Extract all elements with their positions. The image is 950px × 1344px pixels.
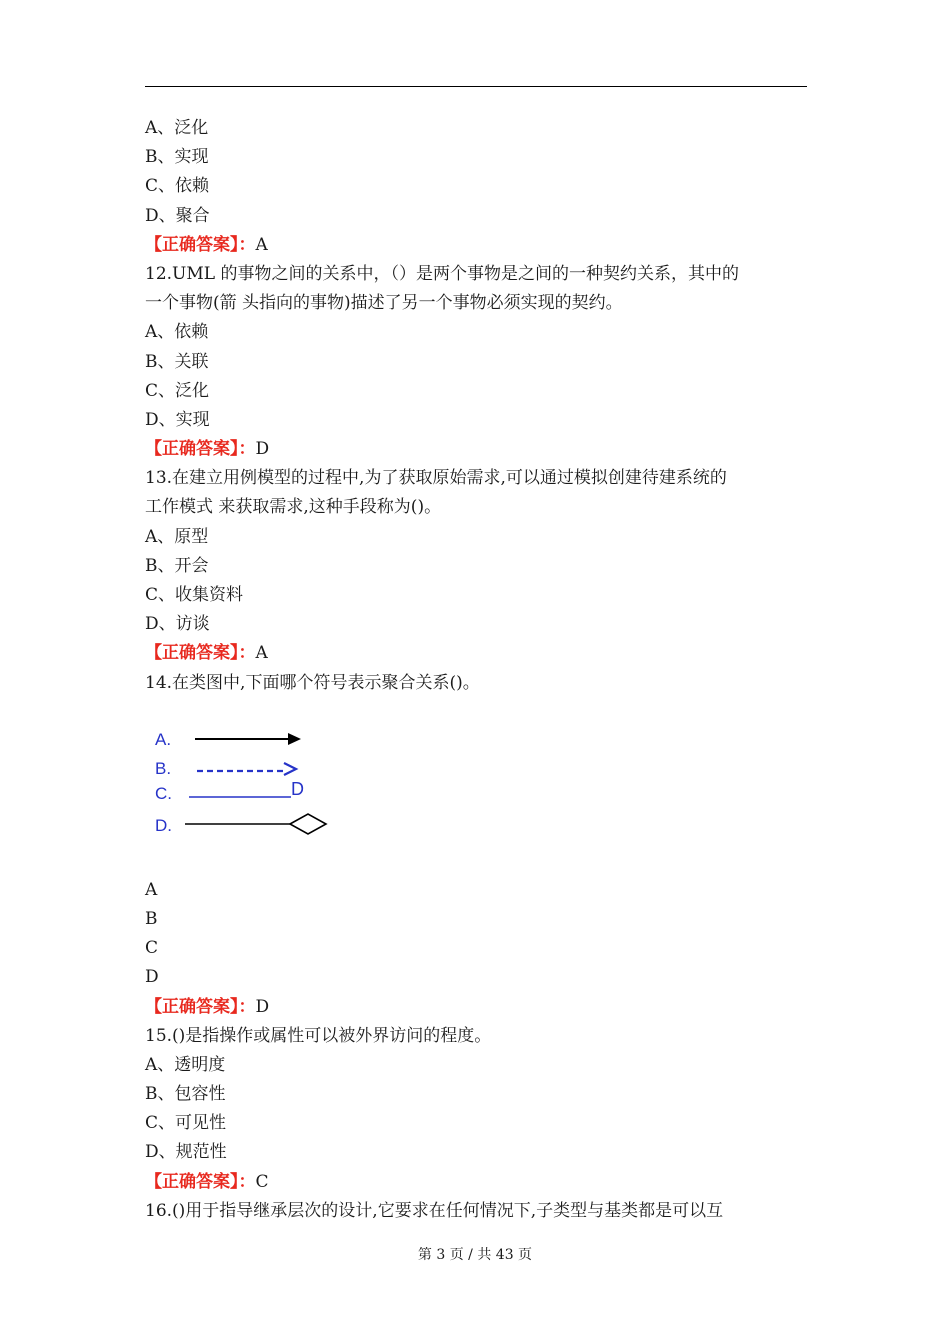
answer-tag: 【正确答案】： — [145, 439, 256, 460]
header-rule — [145, 86, 807, 87]
option-line: A、泛化 — [145, 118, 209, 138]
question-stem: 一个事物(箭 头指向的事物)描述了另一个事物必须实现的契约。 — [145, 293, 623, 314]
uml-relation-figure — [145, 698, 810, 876]
answer-value: D — [255, 996, 270, 1017]
option-line: C — [145, 938, 159, 959]
figure-label-d: D. — [155, 815, 172, 835]
question-stem: 16.()用于指导继承层次的设计,它要求在任何情况下,子类型与基类都是可以互 — [145, 1200, 724, 1221]
option-line: A、依赖 — [145, 322, 209, 343]
page-content — [145, 114, 810, 1226]
answer-line — [145, 231, 810, 260]
option-line: A、原型 — [145, 526, 209, 547]
answer-value: C — [255, 1171, 269, 1192]
uml-relation-svg — [145, 698, 810, 876]
answer-line — [145, 639, 810, 668]
option-line: D、访谈 — [145, 614, 210, 635]
answer-value: A — [255, 234, 268, 255]
question-stem: 12.UML 的事物之间的关系中，（）是两个事物是之间的一种契约关系，其中的 — [145, 263, 739, 284]
option-line: D、规范性 — [145, 1142, 227, 1163]
answer-tag: 【正确答案】： — [145, 234, 256, 255]
answer-line — [145, 993, 810, 1022]
figure-label-c: C. — [155, 783, 172, 803]
hollow-diamond-icon — [290, 814, 326, 834]
question-stem: 14.在类图中,下面哪个符号表示聚合关系()。 — [145, 672, 480, 693]
option-line: B、包容性 — [145, 1084, 226, 1105]
option-line: B — [145, 908, 158, 929]
answer-tag: 【正确答案】： — [145, 996, 256, 1017]
answer-value: D — [255, 439, 270, 460]
option-line: B、开会 — [145, 555, 209, 576]
option-line: C、泛化 — [145, 380, 210, 401]
option-line: D — [145, 967, 159, 988]
option-line: A — [145, 879, 158, 900]
answer-tag: 【正确答案】： — [145, 643, 256, 664]
option-line: C、依赖 — [145, 176, 210, 197]
answer-line — [145, 1168, 810, 1197]
answer-tag: 【正确答案】： — [145, 1171, 256, 1192]
option-line: A、透明度 — [145, 1054, 226, 1075]
question-stem: 13.在建立用例模型的过程中,为了获取原始需求,可以通过模拟创建待建系统的 — [145, 468, 727, 489]
figure-label-a: A. — [155, 729, 172, 749]
question-stem: 工作模式 来获取需求,这种手段称为()。 — [145, 497, 442, 518]
figure-label-b: B. — [155, 758, 172, 778]
option-line: D、聚合 — [145, 205, 210, 226]
answer-line — [145, 435, 810, 464]
page-footer: 第 3 页 / 共 43 页 — [417, 1247, 533, 1263]
option-line: B、实现 — [145, 147, 209, 168]
question-stem: 15.()是指操作或属性可以被外界访问的程度。 — [145, 1025, 492, 1046]
figure-tail-text: D — [291, 778, 304, 799]
option-line: C、可见性 — [145, 1113, 227, 1134]
answer-value: A — [255, 643, 268, 664]
option-line: B、关联 — [145, 351, 209, 372]
option-line: C、收集资料 — [145, 585, 244, 605]
option-line: D、实现 — [145, 409, 210, 430]
filled-arrowhead-icon — [288, 733, 301, 745]
open-arrowhead-icon — [284, 763, 296, 775]
